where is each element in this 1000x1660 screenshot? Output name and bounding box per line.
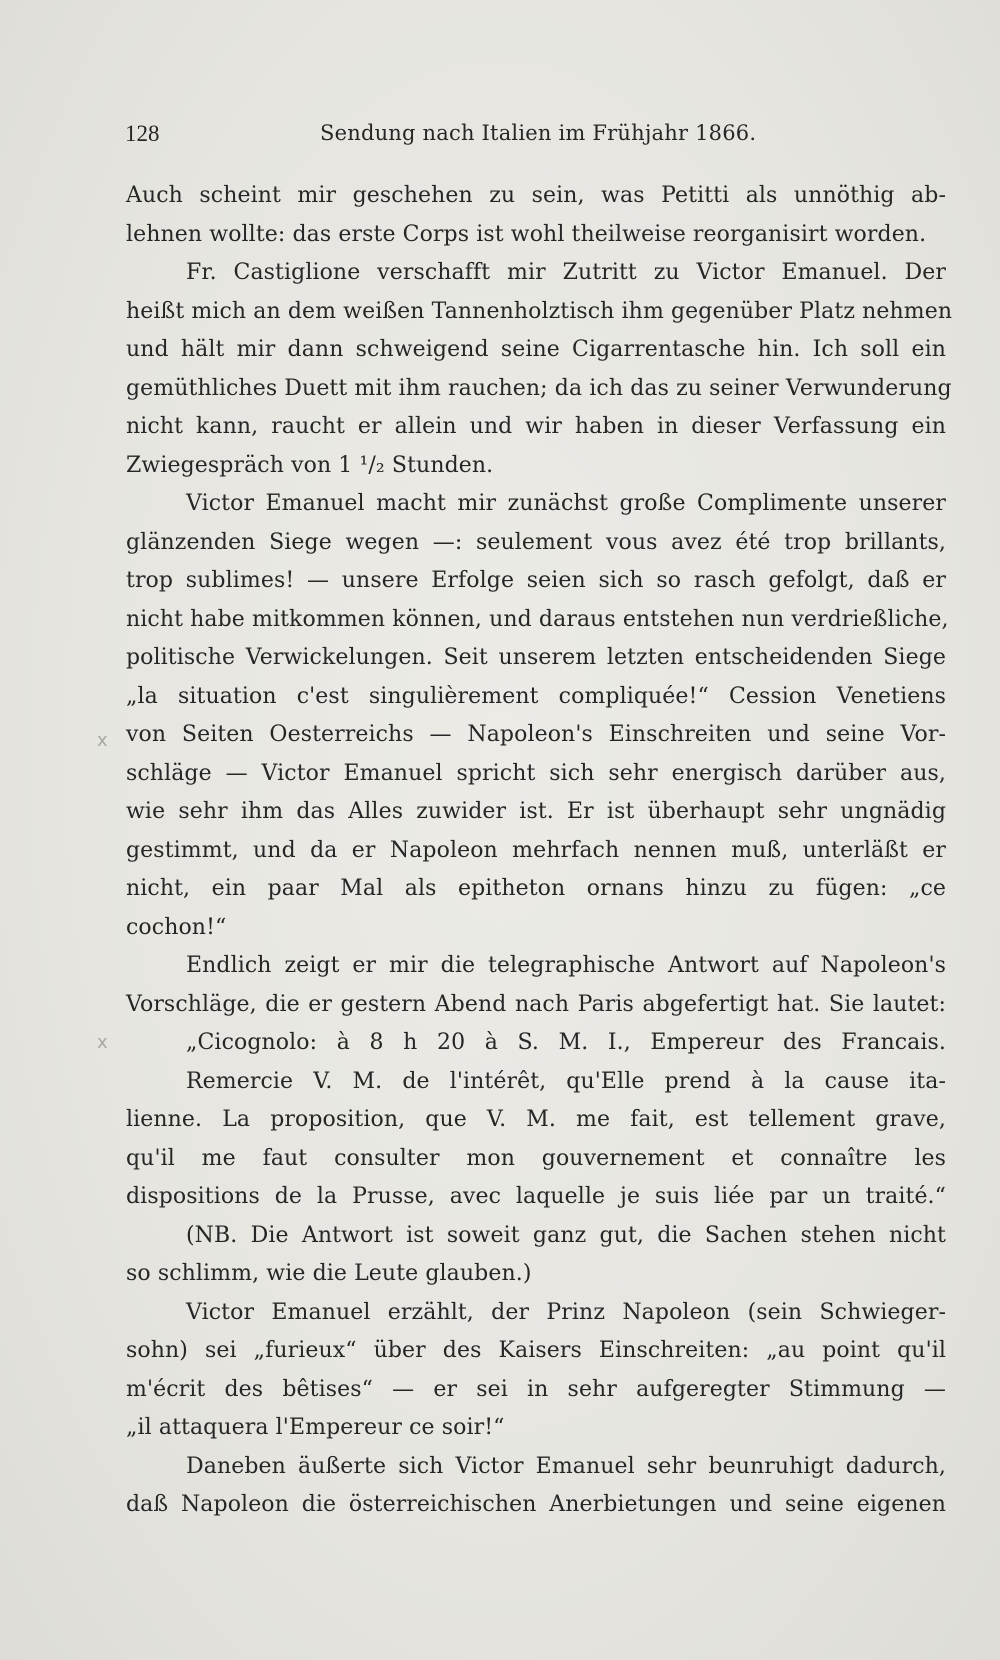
text-line: Endlich zeigt er mir die telegraphische Antwort auf Napoleon's bbox=[186, 953, 946, 978]
text-line: wie sehr ihm das Alles zuwider ist. Er ist überhaupt sehr ungnädig bbox=[126, 799, 946, 824]
text-line: gestimmt, und da er Napoleon mehrfach nennen muß, unterläßt er bbox=[126, 837, 946, 863]
text-line: nicht, ein paar Mal als epitheton ornans hinzu zu fügen: „ce bbox=[126, 876, 946, 901]
text-line: daß Napoleon die österreichischen Anerbietungen und seine eigenen bbox=[126, 1492, 946, 1517]
text-line: nicht kann, raucht er allein und wir haben in dieser Verfassung ein bbox=[126, 414, 946, 439]
text-line: Zwiegespräch von 1 ¹/₂ Stunden. bbox=[126, 452, 494, 478]
running-head: Sendung nach Italien im Frühjahr 1866. bbox=[320, 121, 757, 145]
text-line: Fr. Castiglione verschafft mir Zutritt zu Victor Emanuel. Der bbox=[186, 260, 946, 285]
body-text bbox=[126, 177, 953, 1525]
text-line: Victor Emanuel erzählt, der Prinz Napoleon (sein Schwieger- bbox=[186, 1299, 946, 1325]
margin-mark: x bbox=[97, 1032, 108, 1053]
text-line: lehnen wollte: das erste Corps ist wohl theilweise reorganisirt worden. bbox=[126, 221, 927, 247]
text-line: sohn) sei „furieux“ über des Kaisers Einschreiten: „au point qu'il bbox=[126, 1338, 946, 1363]
text-line: so schlimm, wie die Leute glauben.) bbox=[126, 1261, 532, 1286]
text-line: heißt mich an dem weißen Tannenholztisch ihm gegenüber Platz nehmen bbox=[126, 298, 953, 324]
text-line: und hält mir dann schweigend seine Cigarrentasche hin. Ich soll ein bbox=[126, 337, 946, 362]
text-line: Victor Emanuel macht mir zunächst große Complimente unserer bbox=[186, 491, 946, 516]
page-header bbox=[125, 121, 760, 155]
text-line: von Seiten Oesterreichs — Napoleon's Einschreiten und seine Vor- bbox=[126, 722, 946, 747]
text-line: „il attaquera l'Empereur ce soir!“ bbox=[126, 1415, 505, 1440]
text-line: Remercie V. M. de l'intérêt, qu'Elle prend à la cause ita- bbox=[186, 1068, 946, 1094]
text-line: Daneben äußerte sich Victor Emanuel sehr beunruhigt dadurch, bbox=[186, 1453, 946, 1479]
text-line: dispositions de la Prusse, avec laquelle je suis liée par un traité.“ bbox=[126, 1184, 946, 1209]
text-line: glänzenden Siege wegen —: seulement vous avez été trop brillants, bbox=[126, 529, 946, 555]
text-line: gemüthliches Duett mit ihm rauchen; da ich das zu seiner Verwunderung bbox=[126, 375, 952, 401]
margin-mark: x bbox=[97, 730, 108, 751]
text-line: (NB. Die Antwort ist soweit ganz gut, die Sachen stehen nicht bbox=[186, 1222, 946, 1248]
text-line: „la situation c'est singulièrement compliquée!“ Cession Venetiens bbox=[126, 683, 946, 709]
text-line: politische Verwickelungen. Seit unserem letzten entscheidenden Siege bbox=[126, 645, 946, 670]
text-line: schläge — Victor Emanuel spricht sich sehr energisch darüber aus, bbox=[126, 760, 946, 786]
text-line: qu'il me faut consulter mon gouvernement et connaître les bbox=[126, 1145, 946, 1171]
text-line: Auch scheint mir geschehen zu sein, was Petitti als unnöthig ab- bbox=[126, 183, 946, 208]
text-line: cochon!“ bbox=[126, 914, 227, 940]
text-line: Vorschläge, die er gestern Abend nach Paris abgefertigt hat. Sie lautet: bbox=[126, 991, 946, 1017]
text-line: „Cicognolo: à 8 h 20 à S. M. I., Empereur des Francais. bbox=[186, 1030, 946, 1055]
text-line: nicht habe mitkommen können, und daraus entstehen nun verdrießliche, bbox=[126, 606, 949, 632]
text-line: trop sublimes! — unsere Erfolge seien sich so rasch gefolgt, daß er bbox=[126, 568, 946, 593]
page-number: 128 bbox=[125, 121, 160, 146]
text-line: lienne. La proposition, que V. M. me fait, est tellement grave, bbox=[126, 1107, 946, 1132]
text-line: m'écrit des bêtises“ — er sei in sehr aufgeregter Stimmung — bbox=[126, 1376, 946, 1402]
